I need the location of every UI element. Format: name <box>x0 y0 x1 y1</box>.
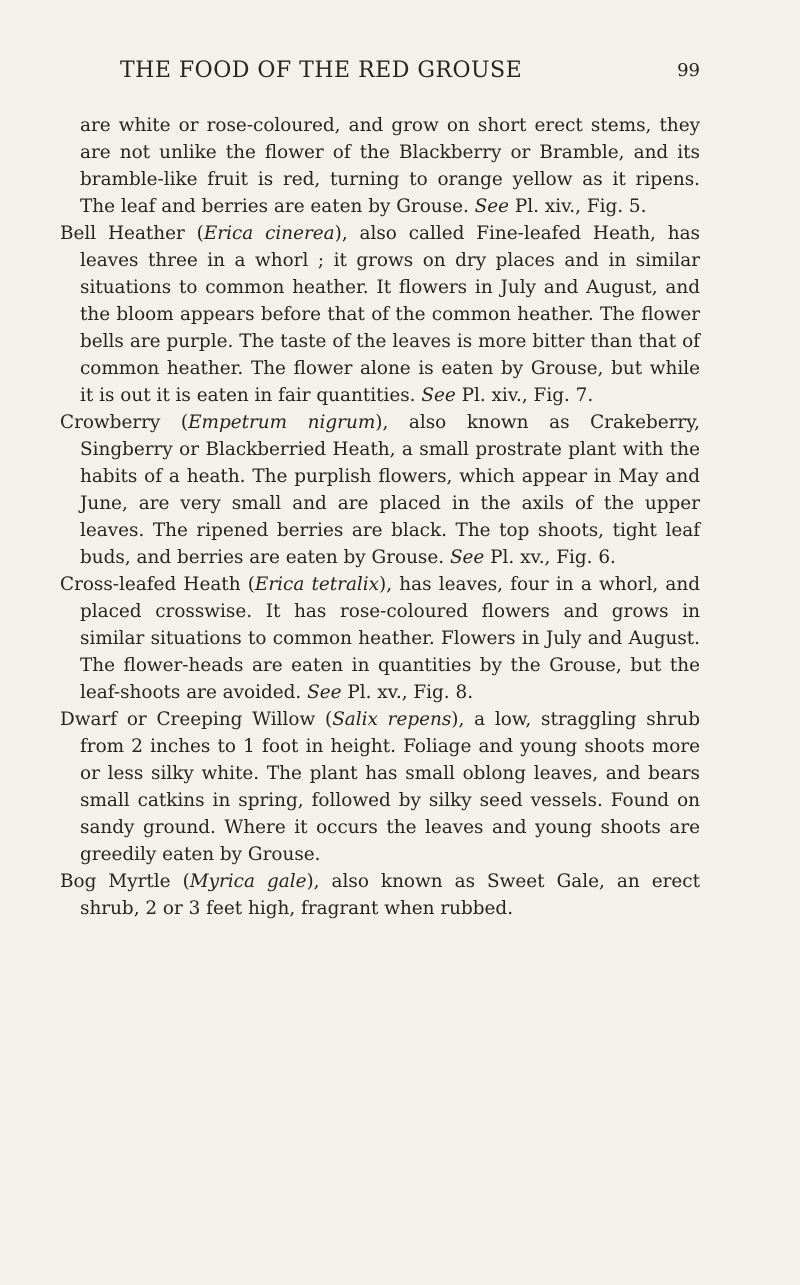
entry-text: are white or rose-coloured, and grow on short erect stems, they are not unlike the flower of the Blackberry or Bramble, and its bramble-like fruit is red, turning to orange yellow as it ripens. The leaf and berries are eaten by Grouse. <box>80 115 700 217</box>
entry-plate-ref: Pl. xv., Fig. 8. <box>341 682 474 703</box>
running-title: THE FOOD OF THE RED GROUSE <box>120 58 523 83</box>
entry-text: ), also called Fine-leafed Heath, has leaves three in a whorl ; it grows on dry places and in similar situations to common heather. It flowers in July and August, and the bloom appears before that of the common heather. The flower bells are purple. The taste of the leaves is more bitter than that of common heather. The flower alone is eaten by Grouse, but while it is out it is eaten in fair quantities. <box>80 223 700 406</box>
entry-text: ), a low, straggling shrub from 2 inches to 1 foot in height. Foliage and young shoots more or less silky white. The plant has small oblong leaves, and bears small catkins in spring, followed by silky seed vessels. Found on sandy ground. Where it occurs the leaves and young shoots are greedily eaten by Grouse. <box>80 709 700 865</box>
entry-see: See <box>421 385 456 406</box>
entry-latin-name: Erica tetralix <box>254 574 380 595</box>
entry-lead: Bog Myrtle ( <box>60 871 190 892</box>
entry-lead: Bell Heather ( <box>60 223 204 244</box>
entry-lead: Cross-leafed Heath ( <box>60 574 255 595</box>
entry-lead: Dwarf or Creeping Willow ( <box>60 709 333 730</box>
entry-text: ), also known as Sweet Gale, an erect shrub, 2 or 3 feet high, fragrant when rubbed. <box>80 871 700 919</box>
entry-plate-ref: Pl. xiv., Fig. 5. <box>509 196 647 217</box>
entry-see: See <box>449 547 485 568</box>
entry-plate-ref: Pl. xiv., Fig. 7. <box>455 385 594 406</box>
entry-text: ), has leaves, four in a whorl, and placed crosswise. It has rose-coloured flowers and grows in similar situations to common heather. Flowers in July and August. The flower-heads are eaten in quantities by the Grouse, but the leaf-shoots are avoided. <box>80 574 700 703</box>
entry-latin-name: Empetrum nigrum <box>188 412 376 433</box>
entry-cross-leafed-heath <box>60 571 700 706</box>
entry-continued-text <box>60 112 700 220</box>
entry-plate-ref: Pl. xv., Fig. 6. <box>484 547 616 568</box>
entry-bell-heather <box>60 220 700 409</box>
entry-crowberry <box>60 409 700 571</box>
entry-see: See <box>474 196 510 217</box>
entry-text: ), also known as Crakeberry, Singberry or Blackberried Heath, a small prostrate plant with the habits of a heath. The purplish flowers, which appear in May and June, are very small and are placed in the axils of the upper leaves. The ripened berries are black. The top shoots, tight leaf buds, and berries are eaten by Grouse. <box>80 412 701 568</box>
page-number: 99 <box>677 60 700 81</box>
entry-see: See <box>307 682 342 703</box>
entry-latin-name: Myrica gale <box>189 871 307 892</box>
body-text <box>60 112 700 922</box>
entry-bog-myrtle <box>60 868 700 922</box>
entry-lead: Crowberry ( <box>60 412 189 433</box>
page-header <box>100 58 700 94</box>
entry-latin-name: Erica cinerea <box>203 223 335 244</box>
entry-creeping-willow <box>60 706 700 868</box>
entry-latin-name: Salix repens <box>332 709 452 730</box>
